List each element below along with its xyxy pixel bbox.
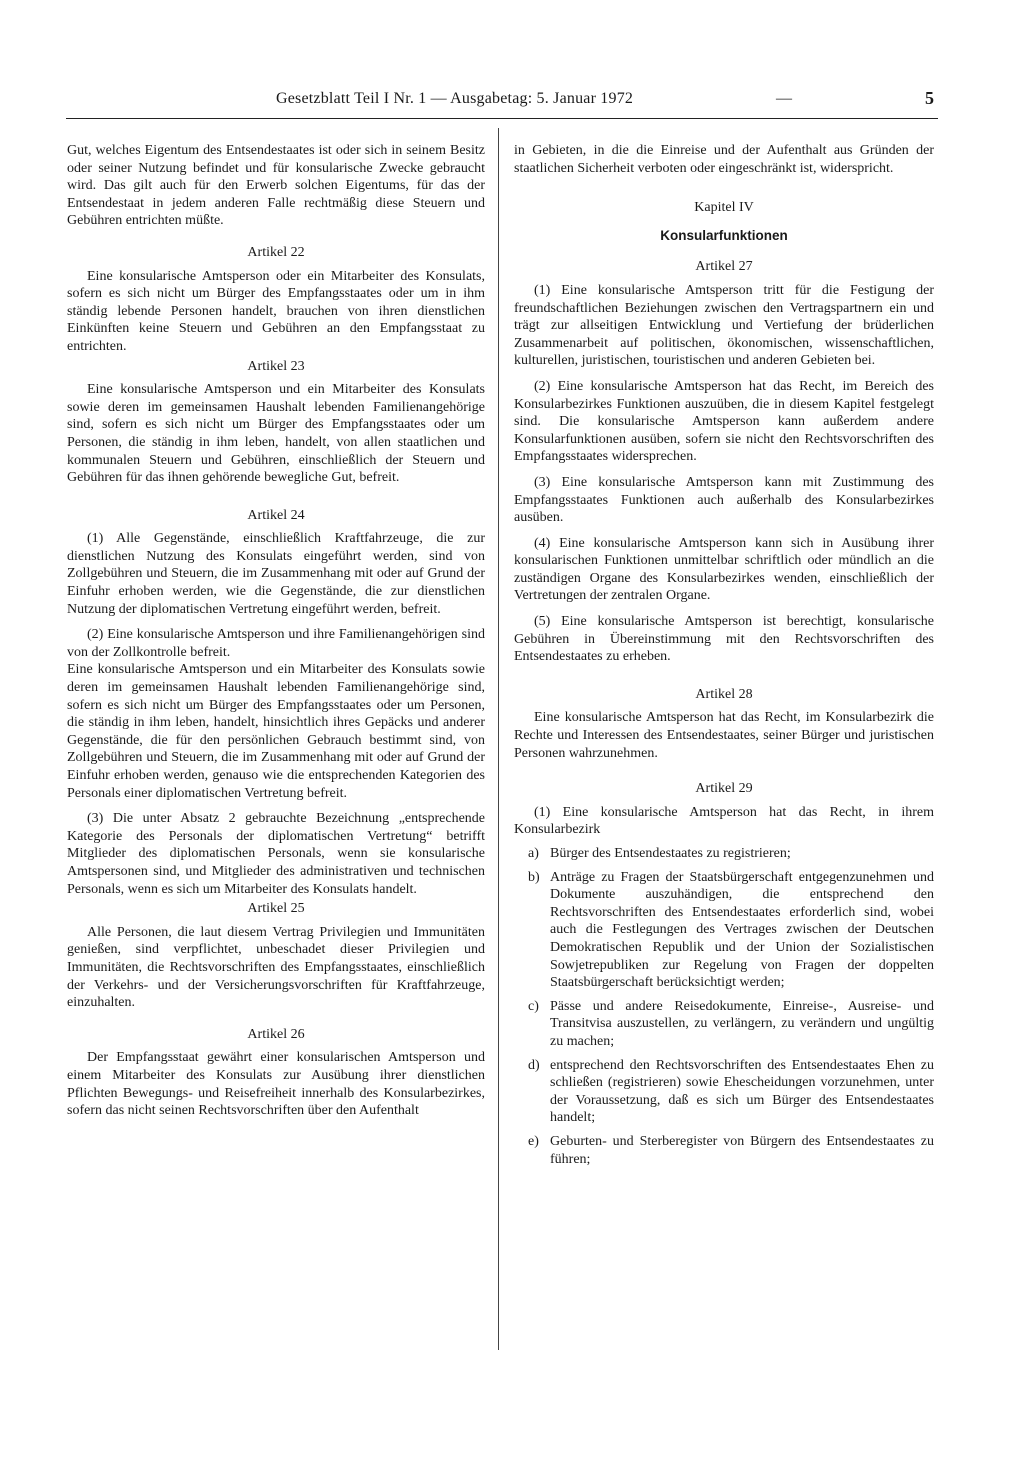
continuation-paragraph: Gut, welches Eigentum des Entsendestaates ist oder sich in seinem Besitz oder seiner Nutzung befindet und für konsularische Zwecke gebraucht wird. Das gilt auch für den Erwerb solchen Eigentums, für das der Entsendestaat in jedem anderen Falle rechtmäßig diese Steuern und Gebühren entrichten müßte.: [67, 143, 485, 229]
list-item-label: b): [528, 869, 540, 885]
article-paragraph: (5) Eine konsularische Amtsperson ist berechtigt, konsularische Gebühren in Übereinstimmung mit den Rechtsvorschriften des Entsendestaates zu erheben.: [514, 614, 934, 665]
chapter-title: Konsularfunktionen: [660, 227, 788, 243]
article-heading: Artikel 27: [695, 259, 753, 275]
article-heading: Artikel 29: [695, 781, 753, 797]
article-heading: Artikel 25: [247, 901, 305, 917]
list-item-label: c): [528, 998, 539, 1014]
list-item: [528, 998, 934, 1051]
article-paragraph: (2) Eine konsularische Amtsperson und ihre Familienangehörigen sind von der Zollkontrolle befreit.: [67, 627, 485, 660]
list-item-text: Pässe und andere Reisedokumente, Einreise-, Ausreise- und Transitvisa auszustellen, zu verlängern, zu verändern und ungültig zu machen;: [550, 998, 934, 1049]
article-paragraph: Eine konsularische Amtsperson und ein Mitarbeiter des Konsulats sowie deren im gemeinsamen Haushalt lebenden Familienangehörige sind, sofern es sich nicht um Bürger des Empfangsstaates oder um Personen, die ständig in ihm leben, handelt, von allen staatlichen und kommunalen Steuern und Gebühren, einschließlich der Steuern und Gebühren für das ihnen gehörende bewegliche Gut, befreit.: [67, 382, 485, 486]
header-title: Gesetzblatt Teil I Nr. 1 — Ausgabetag: 5. Januar 1972: [276, 90, 634, 107]
page-number: 5: [925, 88, 934, 108]
article-paragraph: Eine konsularische Amtsperson und ein Mitarbeiter des Konsulats sowie deren im gemeinsamen Haushalt lebenden Familienangehörige sind, sofern es sich nicht um Bürger des Empfangsstaates oder um Personen, die ständig in ihm leben, handelt, hinsichtlich ihres Gepäcks und anderer Gegenstände, die für den persönlichen Gebrauch bestimmt sind, von Zollgebühren und Steuern, die im Zusammenhang mit oder auf Grund der Einfuhr erhoben werden, genauso wie die entsprechenden Kategorien des Personals einer diplomatischen Vertretung befreit.: [67, 662, 485, 801]
article-paragraph: (4) Eine konsularische Amtsperson kann sich in Ausübung ihrer konsularischen Funktionen unmittelbar schriftlich oder mündlich an die zuständigen Organe des Konsularbezirkes wenden, einschließlich der Vertretungen der zentralen Organe.: [514, 535, 934, 604]
article-paragraph: (2) Eine konsularische Amtsperson hat das Recht, im Bereich des Konsularbezirkes Funktionen auszuüben, die in diesem Kapitel festgelegt sind. Die konsularische Amtsperson kann außerdem andere Konsularfunktionen ausüben, sofern sie nicht den Rechtsvorschriften des Empfangsstaates widersprechen.: [514, 378, 934, 465]
column-divider: [498, 128, 499, 1350]
list-item-label: a): [528, 846, 539, 861]
right-column: [514, 142, 934, 1168]
article-heading: Artikel 28: [695, 686, 753, 702]
article-paragraph: (1) Alle Gegenstände, einschließlich Kraftfahrzeuge, die zur dienstlichen Nutzung des Konsulats eingeführt werden, sind von Zollgebühren und Steuern, die im Zusammenhang mit oder auf Grund der Einfuhr erhoben werden, wie die Gegenstände, die zur dienstlichen Nutzung der diplomatischen Vertretung eingeführt werden, befreit.: [67, 531, 485, 617]
header-dash: —: [776, 90, 792, 107]
list-item-text: Anträge zu Fragen der Staatsbürgerschaft entgegenzunehmen und Dokumente auszuhändigen, die entsprechend den Rechtsvorschriften des Entsendestaates erforderlich sind, wobei auch die Festlegungen des Vertrages zwischen der Deutschen Demokratischen Republik und der Union der Sozialistischen Sowjetrepubliken zur Regelung von Fragen der doppelten Staatsbürgerschaft berücksichtigt werden;: [550, 869, 934, 991]
article-heading: Artikel 22: [247, 244, 305, 260]
article-paragraph: Der Empfangsstaat gewährt einer konsularischen Amtsperson und einem Mitarbeiter des Konsulats zur Ausübung ihrer dienstlichen Pflichten Bewegungs- und Reisefreiheit innerhalb des Konsularbezirkes, sofern das nicht seinen Rechtsvorschriften über den Aufenthalt: [67, 1050, 485, 1119]
article-paragraph: Eine konsularische Amtsperson hat das Recht, im Konsularbezirk die Rechte und Interessen des Entsendestaates, seiner Bürger und juristischen Personen wahrzunehmen.: [514, 710, 934, 761]
list-item-text: entsprechend den Rechtsvorschriften des Entsendestaates Ehen zu schließen (registrieren) sowie Ehescheidungen vorzunehmen, unter der Voraussetzung, daß es sich um Bürger des Entsendestaates handelt;: [550, 1057, 934, 1126]
article-paragraph: (1) Eine konsularische Amtsperson tritt für die Festigung der freundschaftlichen Beziehungen zwischen den Vertragspartnern ein und trägt zur allseitigen Entwicklung und Vertiefung der brüderlichen Zusammenarbeit auf politischen, ökonomischen, wissenschaftlichen, kulturellen, juristischen, touristischen und anderen Gebieten bei.: [514, 282, 934, 369]
article-paragraph: Alle Personen, die laut diesem Vertrag Privilegien und Immunitäten genießen, sind verpflichtet, unbeschadet dieser Privilegien und Immunitäten, die Rechtsvorschriften des Empfangsstaates, einschließlich der Verkehrs- und der Versicherungsvorschriften für Kraftfahrzeuge, einzuhalten.: [67, 924, 485, 1011]
list-item: [528, 869, 934, 992]
article-paragraph: (3) Die unter Absatz 2 gebrauchte Bezeichnung „entsprechende Kategorie des Personals der diplomatischen Vertretung“ betrifft Mitglieder des diplomatischen Personals, wenn sie konsularische Amtspersonen sind, und Mitglieder des administrativen und technischen Personals, wenn es sich um Mitarbeiter des Konsulats handelt.: [67, 811, 485, 897]
list-item-text: Geburten- und Sterberegister von Bürgern des Entsendestaates zu führen;: [550, 1133, 934, 1167]
list-item-label: d): [528, 1057, 540, 1073]
continuation-paragraph: in Gebieten, in die die Einreise und der Aufenthalt aus Gründen der staatlichen Sicherheit verboten oder eingeschränkt ist, widerspricht.: [514, 143, 934, 176]
article-heading: Artikel 26: [247, 1026, 305, 1042]
left-column: [67, 142, 485, 1120]
enumerated-list: [528, 845, 934, 1168]
list-item-text: Bürger des Entsendestaates zu registrieren;: [550, 846, 791, 861]
list-item: [528, 845, 934, 863]
article-paragraph: (3) Eine konsularische Amtsperson kann mit Zustimmung des Empfangsstaates Funktionen auch außerhalb des Konsularbezirkes ausüben.: [514, 474, 934, 526]
chapter-heading: Kapitel IV: [694, 200, 754, 216]
list-item: [528, 1133, 934, 1168]
article-heading: Artikel 24: [247, 507, 305, 523]
article-paragraph: (1) Eine konsularische Amtsperson hat das Recht, in ihrem Konsularbezirk: [514, 804, 934, 838]
list-item: [528, 1057, 934, 1127]
article-heading: Artikel 23: [247, 358, 305, 374]
article-paragraph: Eine konsularische Amtsperson oder ein Mitarbeiter des Konsulats, sofern es sich nicht um Bürger des Empfangsstaates oder um in ihm ständig lebende Personen handelt, brauchen von ihren dienstlichen Einkünften keine Steuern und Gebühren an den Empfangsstaat zu entrichten.: [67, 268, 485, 354]
list-item-label: e): [528, 1133, 539, 1149]
page-header: [66, 88, 938, 119]
